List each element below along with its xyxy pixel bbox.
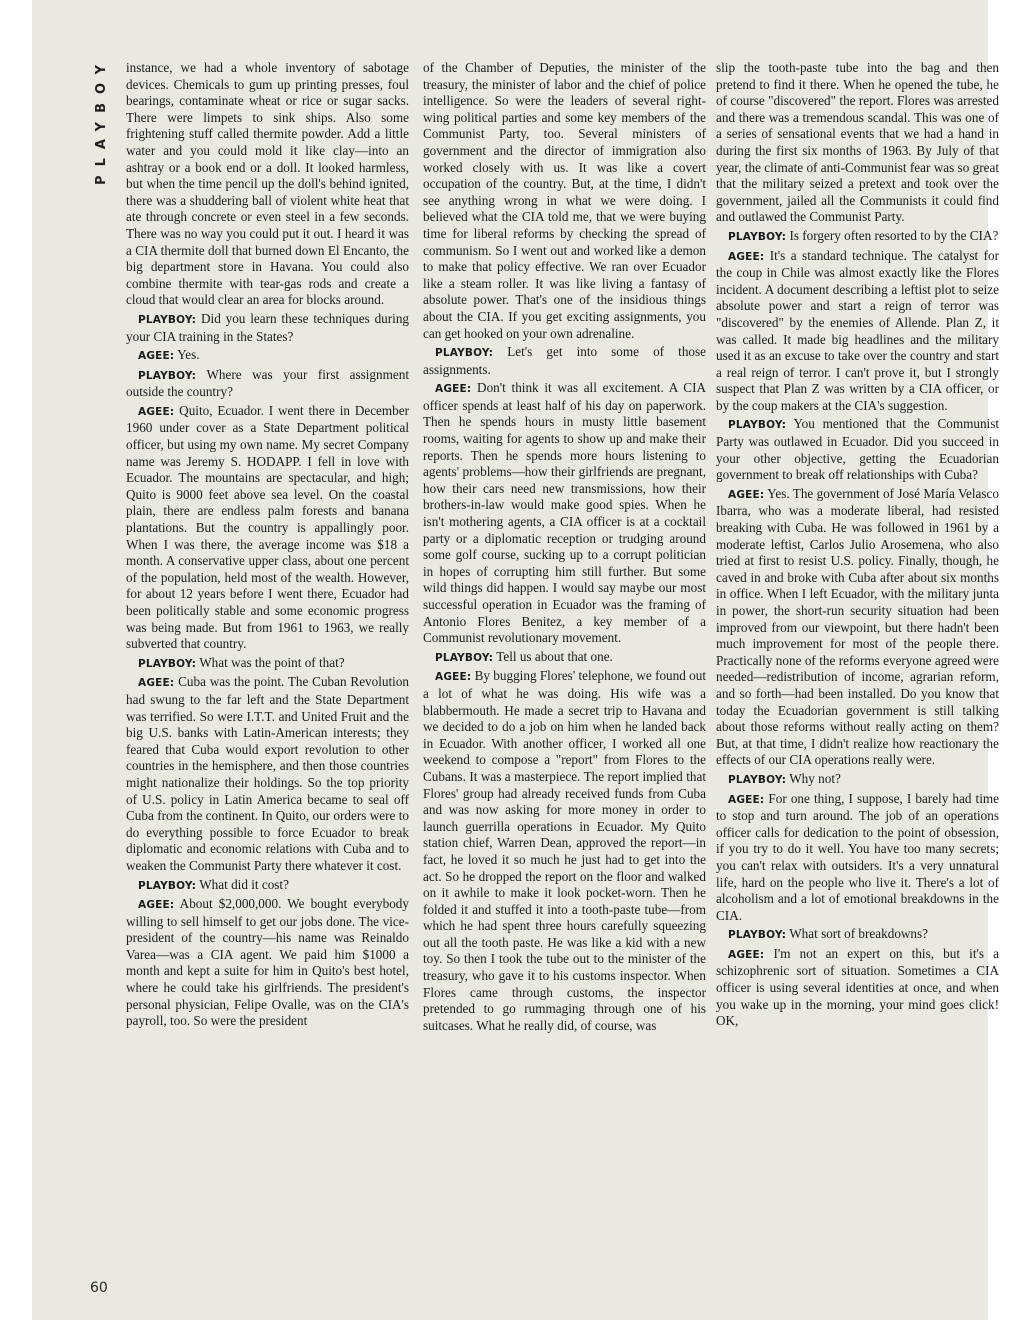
paragraph [126,311,409,345]
magazine-page [32,0,999,1320]
paragraph-text: instance, we had a whole inventory of sabotage devices. Chemicals to gum up printing presses, foul bearings, contaminate wheat or rice or sugar sacks. There were limpets to sink ships. Also some frightening stuff called thermite powder. Add a little water and you could mold it like clay—into an ashtray or a book end or a doll. It looked harmless, but when the time pencil up the doll's behind ignited, there was a shuddering ball of violent white heat that ate through concrete or even steel in a few seconds. There was no way you could put it out. I heard it was a CIA thermite doll that burned down El Encanto, the big department store in Havana. You could also combine thermite with tear-gas rods and create a cloud that would clear an area for blocks around. [126,60,409,308]
paragraph [716,60,999,226]
paragraph-text: You mentioned that the Communist Party was outlawed in Ecuador. Did you succeed in your other objective, getting the Ecuadorian government to break off relationships with Cuba? [716,416,999,483]
speaker-label: PLAYBOY: [728,773,787,786]
paragraph-text: Cuba was the point. The Cuban Revolution had swung to the far left and the State Department was terrified. So were I.T.T. and United Fruit and the big U.S. banks with Latin-American interests; they feared that Cuba would export revolution to other countries in the hemisphere, and then those countries might nationalize their holdings. So the top priority of U.S. policy in Latin America became to seal off Cuba from the continent. In Quito, our orders were to do everything possible to force Ecuador to break diplomatic and economic relations with Cuba and to weaken the Communist Party there whatever it cost. [126,674,410,873]
column-1 [126,60,409,1030]
speaker-label: AGEE: [138,350,175,363]
masthead: PLAYBOY [94,56,109,185]
speaker-label: AGEE: [728,250,765,263]
paragraph [716,486,999,769]
speaker-label: PLAYBOY: [138,313,197,326]
paragraph [126,674,409,874]
speaker-label: PLAYBOY: [435,347,494,360]
paragraph-text: slip the tooth-paste tube into the bag and then pretend to find it there. When he opened the tube, he of course "discovered" the report. Flores was arrested and there was a tremendous scandal. This was one of a series of sensational events that we had a hand in during the first six months of 1963. By July of that year, the climate of anti-Communist fear was so great that the military seized a pretext and took over the government, jailed all the Communists it could find and outlawed the Communist Party. [716,60,999,225]
paragraph [423,649,706,667]
paragraph-text: Yes. The government of José María Velasco Ibarra, who was a moderate liberal, had resisted breaking with Cuba. He was followed in 1961 by a moderate leftist, Carlos Julio Arosemena, who also tried at first to resist U.S. policy. Finally, though, he caved in and broke with Cuba after about six months in office. When I left Ecuador, with the military junta in power, the short-run security situation had been improved from our viewpoint, but there hadn't been much improvement for most of the people there. Practically none of the reforms everyone agreed were needed—redistribution of income, agrarian reform, and so forth—had been installed. Do you know that today the Ecuadorian government is still talking about those reforms without really acting on them? But, at that time, I didn't realize how reactionary the effects of our CIA operations really were. [716,485,999,768]
speaker-label: AGEE: [728,488,765,501]
page-number: 60 [90,1280,108,1296]
paragraph [716,791,999,925]
paragraph [716,228,999,246]
paragraph [716,926,999,944]
paragraph-text: Is forgery often resorted to by the CIA? [789,227,999,243]
speaker-label: PLAYBOY: [728,230,787,243]
paragraph-text: I'm not an expert on this, but it's a schizophrenic sort of situation. Sometimes a CIA officer is using several identities at once, and when you wake up in the morning, your mind goes click! OK, [716,945,999,1029]
paragraph [716,771,999,789]
speaker-label: AGEE: [138,899,175,912]
speaker-label: AGEE: [435,383,472,396]
speaker-label: AGEE: [435,671,472,684]
paragraph-text: Why not? [789,770,841,786]
paragraph-text: Don't think it was all excitement. A CIA officer spends at least half of his day on paperwork. Then he spends hours in musty little basement rooms, waiting for agents to show up and make their reports. Then he spends more hours listening to agents' problems—how their girlfriends are pregnant, how their cars need new transmissions, how their brothers-in-law would make good spies. When he isn't mothering agents, a CIA officer is at a cocktail party or a diplomatic reception or trudging around some golf course, sucking up to a corrupt politician in hopes of corrupting him still further. But some wild things did happen. I would say maybe our most successful operation in Ecuador was the framing of Antonio Flores Benitez, a key member of a Communist revolutionary movement. [423,380,707,646]
column-2 [423,60,706,1034]
speaker-label: PLAYBOY: [728,419,787,432]
paragraph-text: Tell us about that one. [496,648,613,664]
paragraph-text: About $2,000,000. We bought everybody willing to sell himself to get our jobs done. The vice-president of the country—his name was Reinaldo Varea—was a CIA agent. We paid him $1000 a month and kept a suite for him in Quito's best hotel, where he could take his girlfriends. The president's personal physician, Felipe Ovalle, was on the CIA's payroll, too. So were the president [126,896,409,1029]
paragraph-text: Where was your first assignment outside the country? [126,366,409,400]
paragraph-text: Let's get into some of those assignments. [423,344,706,377]
paragraph [126,655,409,673]
paragraph [716,416,999,483]
paragraph-text: For one thing, I suppose, I barely had time to stop and turn around. The job of an operations officer calls for dedication to the point of obsession, if you try to do it well. You have too many secrets; you can't relax with outsiders. It's a very unnatural life, hard on the people who live it. There's a lot of alcoholism and a lot of emotional breakdowns in the CIA. [716,790,999,923]
paragraph [423,668,706,1034]
speaker-label: AGEE: [728,793,765,806]
paragraph-text: By bugging Flores' telephone, we found out a lot of what he was doing. His wife was a blabbermouth. He made a secret trip to Havana and we decided to do a job on him when he landed back in Ecuador. With another officer, I worked all one weekend to compose a "report" from Flores to the Cubans. It was a masterpiece. The report implied that Flores' group had already received funds from Cuba and was now asking for more money in order to launch guerrilla operations in Ecuador. My Quito station chief, Warren Dean, approved the report—in fact, he loved it so much he just had to get into the act. So he dropped the report on the floor and walked on it awhile to make it look pocket-worn. Then he folded it and stuffed it into a tooth-paste tube—from which he had spent three hours carefully squeezing out all the tooth paste. He was like a kid with a new toy. So then I took the tube out to the minister of the treasury, who gave it to his customs inspector. When Flores came through customs, the inspector pretended to go rummaging through one of his suitcases. What he really did, of course, was [423,668,706,1033]
speaker-label: PLAYBOY: [138,369,197,382]
speaker-label: AGEE: [138,405,175,418]
speaker-label: PLAYBOY: [728,929,787,942]
column-3 [716,60,999,1030]
paragraph-text: Quito, Ecuador. I went there in December 1960 under cover as a State Department political officer, but using my own name. My secret Company name was Jeremy S. HODAPP. I fell in love with Ecuador. The mountains are spectacular, and high; Quito is 9000 feet above sea level. On the coastal plain, there are endless palm forests and banana plantations. But the country is appallingly poor. When I was there, the average income was $18 a month. A conservative upper class, about one percent of the population, held most of the wealth. However, for about 12 years before I went there, Ecuador had been politically stable and some economic progress was being made. But from 1961 to 1963, we really subverted that country. [126,402,409,652]
paragraph [423,380,706,647]
paragraph [423,60,706,342]
speaker-label: AGEE: [138,677,175,690]
paragraph [126,896,409,1030]
paragraph-text: Did you learn these techniques during your CIA training in the States? [126,310,410,344]
paragraph [716,248,999,415]
paragraph-text: Yes. [177,347,200,363]
paragraph [423,344,706,378]
paragraph-text: What sort of breakdowns? [789,926,929,942]
paragraph [126,877,409,895]
paragraph [126,367,409,401]
paragraph-text: of the Chamber of Deputies, the minister of the treasury, the minister of labor and the chief of police intelligence. So were the leaders of several right-wing political parties and some key members of the Communist Party, too. Several ministers of government and the director of immigration also worked closely with us. It was like a covert occupation of the country. But, at the time, I didn't see anything wrong in what we were doing. I believed what the CIA told me, that we were buying time for liberal reforms by checking the spread of communism. So I went out and worked like a demon to make that policy effective. We ran over Ecuador like a steam roller. It was like living a fantasy of absolute power. That's one of the insidious things about the CIA. If you get exciting assignments, you can get hooked on your own adrenaline. [423,60,706,341]
speaker-label: AGEE: [728,948,765,961]
paragraph [126,347,409,365]
paragraph [126,60,409,309]
speaker-label: PLAYBOY: [138,879,197,892]
paragraph-text: What did it cost? [199,876,289,892]
paragraph-text: What was the point of that? [199,654,345,670]
paragraph [126,403,409,653]
speaker-label: PLAYBOY: [435,651,494,664]
speaker-label: PLAYBOY: [138,657,197,670]
paragraph [716,946,999,1030]
paragraph-text: It's a standard technique. The catalyst for the coup in Chile was almost exactly like the Flores incident. A document describing a leftist plot to seize absolute power and start a reign of terror was "discovered" by the enemies of Allende. Plan Z, it was called. It made big headlines and the military used it as an excuse to take over the country and start a real reign of terror. I can't prove it, but I strongly suspect that Plan Z was written by a CIA officer, or by the coup makers at the CIA's suggestion. [716,247,999,413]
